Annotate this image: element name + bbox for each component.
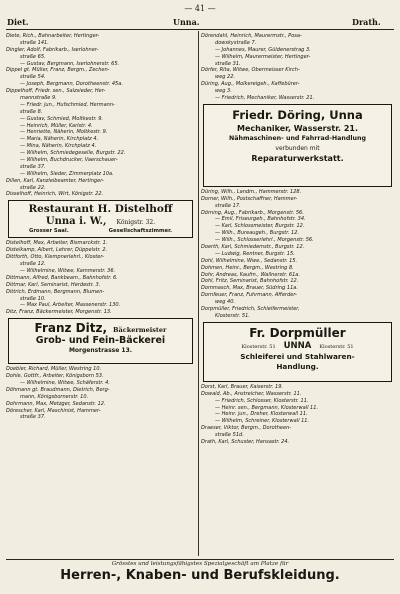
directory-entry: Dörning, Aug., Fabrikarb., Morgenstr. 56. bbox=[201, 209, 304, 216]
header-left: Diet. bbox=[7, 17, 29, 27]
directory-entry: — Gustav, Schmied, Moltkestr. 9. bbox=[20, 115, 104, 122]
entry-list-2 bbox=[6, 240, 196, 316]
directory-entry: — Wilhelm, Schreiner, Klosterwall 11. bbox=[215, 418, 310, 425]
ad-distelhoff-address: Königstr. 32. bbox=[116, 219, 156, 227]
ad-dorpmueller-address-right: Klosterstr. 51 bbox=[319, 343, 354, 350]
directory-entry: Dohl, Fritz, Seminarist, Bahnhofstr. 12. bbox=[201, 278, 299, 285]
ad-ditz bbox=[8, 318, 193, 364]
directory-entry: — Gustav, Bergmann, Iserlohnerstr. 65. bbox=[20, 60, 120, 67]
directory-entry: Dohmen, Heinr., Bergm., Westring 8. bbox=[201, 264, 294, 271]
directory-entry: — Heinrich, Müller, Karlstr. 4. bbox=[20, 122, 93, 129]
directory-entry: straße 37. bbox=[20, 414, 46, 421]
directory-entry: Drath, Karl, Schuster, Hansastr. 24. bbox=[201, 438, 290, 445]
directory-entry: — Wilhelm, Sieder, Zimmerplatz 10a. bbox=[20, 170, 114, 177]
directory-entry: — Wilh., Bureaugeh., Burgstr. 12. bbox=[215, 230, 299, 237]
directory-entry: — Mina, Näherin, Kirchplatz 4. bbox=[20, 143, 97, 150]
directory-entry: Dohr, Andreas, Kaufm., Wallnerstr. 61a. bbox=[201, 271, 300, 278]
directory-entry: Dommasch, Max, Brauer, Südring 11a. bbox=[201, 285, 298, 292]
directory-entry: straße 12. bbox=[20, 261, 46, 268]
directory-entry: dowskystraße 7. bbox=[215, 39, 257, 46]
directory-entry: Dörescher, Karl, Maschinist, Hammer- bbox=[6, 407, 101, 414]
header-right: Drath. bbox=[352, 17, 381, 27]
ad-doering-shop: Nähmaschinen- und Fahrrad-Handlung bbox=[228, 134, 367, 142]
directory-entry: — Ludwig, Rentner, Burgstr. 15. bbox=[215, 250, 295, 257]
header-center: Unna. bbox=[173, 17, 200, 27]
directory-entry: Dorst, Karl, Brauer, Kaiserstr. 19. bbox=[201, 383, 284, 390]
ad-ditz-trade: Bäckermeister bbox=[113, 326, 167, 335]
ad-doering-trade: Mechaniker, Wasserstr. 21. bbox=[236, 123, 358, 133]
ad-dorpmueller-address-left: Klosterstr. 51 bbox=[241, 343, 276, 350]
ad-doering bbox=[203, 104, 392, 187]
directory-entry: Distelhoff, Max, Arbeiter, Bismarckstr. 1. bbox=[6, 240, 108, 247]
directory-entry: — Wilhelm, Maurermeister, Hertinger- bbox=[215, 53, 311, 60]
directory-entry: straße 31. bbox=[215, 60, 241, 67]
directory-entry: Dittforth, Otto, Klempnerlehrl., Kloster- bbox=[6, 254, 104, 261]
entry-list-5 bbox=[201, 189, 395, 320]
ad-doering-title: Friedr. Döring, Unna bbox=[232, 107, 363, 122]
directory-entry: straße 51d. bbox=[215, 432, 244, 439]
directory-entry: straße 8. bbox=[20, 108, 43, 115]
directory-entry: — Heinr. sen., Bergmann, Klosterwall 11. bbox=[215, 404, 319, 411]
directory-entry: Dorner, Wilh., Postschaffner, Hammer- bbox=[201, 195, 298, 202]
directory-entry: straße 54. bbox=[20, 74, 46, 81]
directory-entry: — Friedrich, Schlosser, Klosterstr. 11. bbox=[215, 397, 309, 404]
directory-entry: Dohrmann, Max, Metzger, Sedanstr. 12. bbox=[6, 400, 106, 407]
directory-entry: — Max Paul, Arbeiter, Massenerstr. 130. bbox=[20, 302, 121, 309]
directory-entry: — Friedrich, Mechaniker, Wasserstr. 21. bbox=[215, 95, 315, 102]
directory-entry: Dörfer, Rita, Witwe, Obermeisser Kirch- bbox=[201, 67, 300, 74]
ad-ditz-bakery: Grob- und Fein-Bäckerei bbox=[35, 335, 166, 347]
ad-ditz-address: Morgenstrasse 13. bbox=[68, 347, 133, 355]
directory-entry: — Johannes, Maurer, Güldenerstrag 3. bbox=[215, 46, 311, 53]
directory-entry: — Maria, Näherin, Kirchplatz 4. bbox=[20, 136, 99, 143]
directory-entry: — Wilhelmine, Witwe, Kammerstr. 36. bbox=[20, 267, 116, 274]
directory-entry: Disselhoff, Heinrich, Wirt, Königstr. 22. bbox=[6, 191, 104, 198]
directory-entry: Dingler, Adolf, Fabrikarb., Iserlohner- bbox=[6, 46, 99, 53]
ad-doering-connector: verbunden mit bbox=[275, 144, 320, 152]
ad-ditz-name: Franz Ditz, bbox=[34, 321, 108, 336]
directory-entry: — Wilh., Schlosserlehrl., Morgenstr. 56. bbox=[215, 237, 314, 244]
directory-entry: — Friedr. jun., Hufschmied, Hermann- bbox=[20, 101, 115, 108]
directory-entry: Ditz, Franz, Bäckermeister, Morgenstr. 13. bbox=[6, 309, 112, 316]
directory-entry: — Wilhelmine, Witwe, Schäferstr. 4. bbox=[20, 379, 110, 386]
directory-entry: straße 37. bbox=[20, 163, 46, 170]
directory-entry: Dippel gt. Müller, Franz, Bergm., Zechen- bbox=[6, 67, 110, 74]
header-rule bbox=[6, 29, 394, 30]
directory-entry: Dohl, Wilhelmine, Wwe., Sedanstr. 15. bbox=[201, 257, 298, 264]
directory-entry: — Karl, Schlossmeister, Burgstr. 12. bbox=[215, 223, 305, 230]
ad-dorpmueller-title: Fr. Dorpmüller bbox=[249, 325, 346, 340]
directory-entry: weg 22. bbox=[215, 74, 236, 81]
left-column bbox=[6, 33, 196, 421]
directory-entry: mann, Königsbornerstr. 10. bbox=[20, 393, 89, 400]
directory-entry: Dorpmüller, Friedrich, Schleifermeister, bbox=[201, 306, 300, 313]
directory-entry: Dippelhoff, Friedr. sen., Salzsieder, Her- bbox=[6, 88, 106, 95]
footer-rule bbox=[6, 559, 394, 560]
directory-entry: Doerth, Karl, Schmiedemstr., Burgstr. 12. bbox=[201, 244, 305, 251]
directory-entry: straße 65. bbox=[20, 53, 46, 60]
directory-entry: — Henriette, Näherin, Moltkestr. 9. bbox=[20, 129, 108, 136]
directory-entry: Distelkamp, Albert, Lehrer, Düppelstr. 2. bbox=[6, 247, 108, 254]
ad-dorpmueller-trade: Schleiferei und Stahlwaren- bbox=[240, 351, 355, 361]
ad-dorpmueller-trade-2: Handlung. bbox=[276, 361, 319, 371]
directory-entry: weg 40. bbox=[215, 299, 236, 306]
ad-distelhoff-city: Unna i. W., bbox=[45, 216, 107, 228]
footer-headline: Herren-, Knaben- und Berufskleidung. bbox=[60, 568, 340, 583]
directory-entry: Diete, Rich., Bahnarbeiter, Hertinger- bbox=[6, 33, 100, 39]
directory-entry: Dowald, Ab., Anstreicher, Wasserstr. 11. bbox=[201, 390, 302, 397]
ad-distelhoff-hall: Grosser Saal. bbox=[28, 228, 69, 235]
directory-entry: Düring, Aug., Molkereigeh., Kaffebürer- bbox=[201, 81, 300, 88]
entry-list-1 bbox=[6, 33, 196, 198]
directory-entry: straße 141. bbox=[20, 39, 49, 46]
directory-entry: Dornfeuer, Franz, Fuhrmann, Afferder- bbox=[201, 292, 297, 299]
directory-entry: Dittmann, Alfred, Bankbeam., Bahnhofstr. 6. bbox=[6, 274, 118, 281]
directory-entry: Dörendahl, Heinrich, Maurermstr., Posa- bbox=[201, 33, 302, 39]
directory-entry: Dohle, Gottfr., Arbeiter, Königsborn 53. bbox=[6, 373, 104, 380]
ad-dorpmueller bbox=[203, 322, 392, 382]
directory-entry: straße 10. bbox=[20, 295, 46, 302]
ad-distelhoff-title: Restaurant H. Distelhoff bbox=[28, 203, 173, 216]
directory-entry: — Heinr. jun., Dreher, Klosterwall 11. bbox=[215, 411, 308, 418]
ad-distelhoff bbox=[8, 200, 193, 238]
page-number: — 41 — bbox=[184, 4, 216, 13]
directory-entry: straße 22. bbox=[20, 184, 46, 191]
ad-distelhoff-rooms: Gesellschaftszimmer. bbox=[108, 228, 173, 235]
directory-entry: — Joseph, Bergmann, Dorotheenstr. 45a. bbox=[20, 81, 123, 88]
directory-entry: — Emil, Friseurgeh., Bahnhofstr. 34. bbox=[215, 216, 306, 223]
column-divider bbox=[198, 31, 199, 556]
directory-entry: Düring, Wilh., Landm., Hammerstr. 128. bbox=[201, 188, 302, 195]
directory-entry: Draeser, Viktor, Bergm., Dorotheen- bbox=[201, 425, 292, 432]
ad-doering-workshop: Reparaturwerkstatt. bbox=[251, 153, 344, 163]
directory-entry: Dillen, Karl, Kanzleibeamter, Hertinger- bbox=[6, 177, 104, 184]
directory-entry: Klosterstr. 51. bbox=[215, 312, 250, 319]
directory-entry: weg 3. bbox=[215, 88, 232, 95]
footer-small-text: Grösstes und leistungsfähigstes Spezialgeschäft am Platze für bbox=[111, 561, 289, 567]
ad-dorpmueller-city: UNNA bbox=[283, 340, 312, 351]
directory-entry: Dittmar, Karl, Seminarist, Herdestr. 3. bbox=[6, 281, 101, 288]
entry-list-3 bbox=[6, 366, 196, 421]
directory-entry: mannstraße 9. bbox=[20, 95, 57, 102]
right-column bbox=[201, 33, 395, 446]
directory-entry: — Wilhelm, Schmiedegeselle, Burgstr. 22. bbox=[20, 150, 126, 157]
directory-entry: — Wilhelm, Buchdrucker, Vaerschauer- bbox=[20, 157, 118, 164]
directory-entry: Döhmann gt. Braudmann, Dietrich, Berg- bbox=[6, 386, 110, 393]
directory-entry: Doebler, Richard, Müller, Westring 10. bbox=[6, 366, 102, 373]
footer-ad bbox=[6, 561, 394, 584]
entry-list-6 bbox=[201, 384, 395, 446]
entry-list-4 bbox=[201, 33, 395, 102]
directory-entry: straße 17. bbox=[215, 202, 241, 209]
directory-entry: Dittrich, Erdmann, Bergmann, Blumen- bbox=[6, 288, 105, 295]
